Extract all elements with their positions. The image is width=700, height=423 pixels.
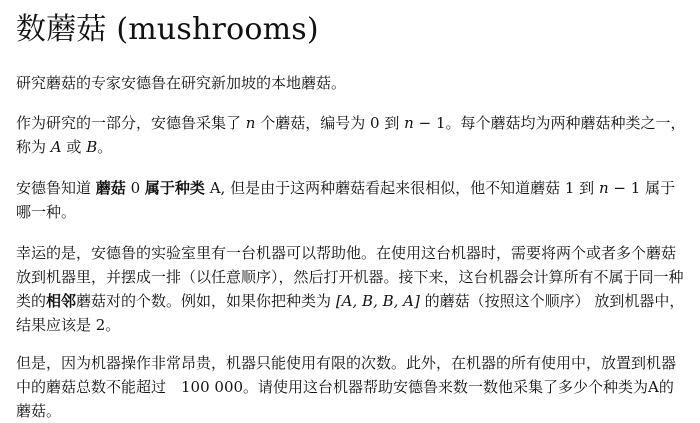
p2-text-a: 作为研究的一部分，安德鲁采集了 bbox=[16, 114, 242, 132]
math-n: n bbox=[245, 114, 256, 132]
page-title: 数蘑菇 (mushrooms) bbox=[16, 12, 319, 47]
paragraph-machine bbox=[16, 241, 688, 337]
math-n-2: n bbox=[404, 114, 414, 132]
p4-bold-adjacent: 相邻 bbox=[46, 292, 77, 310]
p3-math-n: n bbox=[598, 179, 609, 197]
p3-math-minus: − bbox=[613, 179, 626, 197]
paragraph-collection bbox=[16, 111, 688, 159]
p2-text-or: 或 bbox=[66, 138, 82, 156]
p3-text-a: 安德鲁知道 bbox=[16, 179, 92, 197]
math-A: A bbox=[50, 138, 62, 156]
p4-text-b: 蘑菇对的个数。例如，如果你把种类为 bbox=[76, 292, 332, 310]
p2-text-end: 。 bbox=[97, 138, 113, 156]
problem-statement bbox=[16, 10, 688, 423]
paragraph-known-type bbox=[16, 176, 688, 224]
p3-bold-belongs: 属于种类 bbox=[144, 179, 205, 197]
p2-text-c: 到 bbox=[384, 114, 400, 132]
p4-text-c: 的蘑菇（按照这个顺序） 放到机器中，结果应该是 2。 bbox=[16, 292, 685, 334]
math-zero: 0 bbox=[370, 114, 380, 132]
p3-bold-mushroom: 蘑菇 bbox=[95, 179, 126, 197]
p4-text-a: 幸运的是，安德鲁的实验室里有一台机器可以帮助他。在使用这台机器时，需要将两个或者多个蘑菇放到机器里，并摆成一排（以任意顺序），然后打开机器。接下来，这台机器会计算所有不属于同一种类的 bbox=[16, 244, 684, 310]
math-minus: − bbox=[418, 114, 432, 132]
p2-text-d: 。每个蘑菇均为两种蘑菇种类之一，称为 bbox=[16, 114, 686, 156]
paragraph-limits: 但是，因为机器操作非常昂贵，机器只能使用有限的次数。此外，在机器的所有使用中，放置到机器中的蘑菇总数不能超过 100 000。请使用这台机器帮助安德鲁来数一数他采集了多少个种类为A的蘑菇。 bbox=[16, 354, 677, 420]
math-one: 1 bbox=[435, 114, 446, 132]
p2-text-b: 个蘑菇，编号为 bbox=[260, 114, 366, 132]
math-B: B bbox=[86, 138, 98, 156]
p3-text-b: A, 但是由于这两种蘑菇看起来很相似，他不知道蘑菇 1 到 bbox=[209, 179, 595, 197]
p4-math-sequence: [A, B, B, A] bbox=[335, 292, 420, 310]
p3-math-one: 1 bbox=[630, 179, 641, 197]
p3-text-c: 属于哪一种。 bbox=[16, 179, 676, 221]
p3-math-zero: 0 bbox=[130, 179, 141, 197]
intro-paragraph: 研究蘑菇的专家安德鲁在研究新加坡的本地蘑菇。 bbox=[16, 74, 347, 92]
